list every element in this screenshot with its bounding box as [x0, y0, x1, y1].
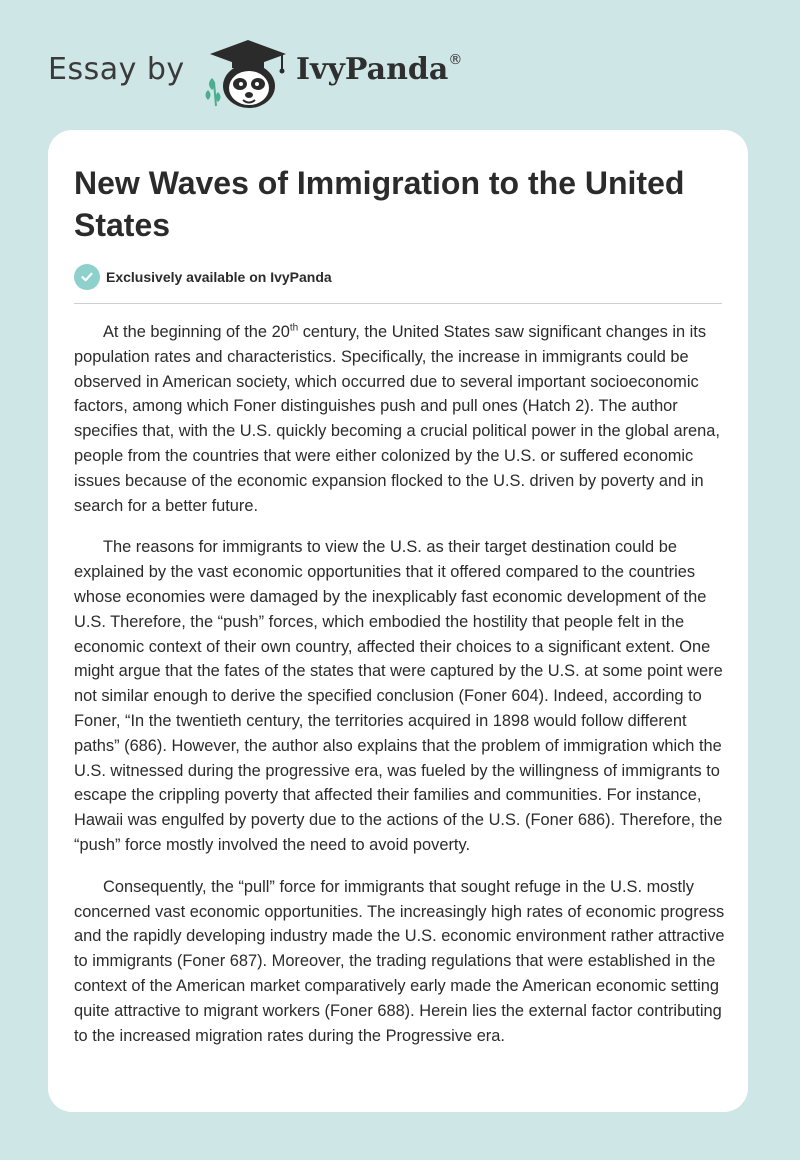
exclusive-badge-text: Exclusively available on IvyPanda — [106, 269, 332, 285]
page-title: New Waves of Immigration to the United States — [74, 165, 685, 243]
paragraph-2: The reasons for immigrants to view the U.S. as their target destination could be explained by the vast economic opportunities that it offered compared to the countries whose economies were damaged by the inexplicably fast economic development of the U.S. Therefore, the “push” forces, which embodied the hostility that people felt in the economic context of their own country, affected their choices to a significant extent. One might argue that the fates of the states that were captured by the U.S. at some point were not similar enough to derive the specified conclusion (Foner 604). Indeed, according to Foner, “In the twentieth century, the territories acquired in 1898 would follow different paths” (686). However, the author also explains that the problem of immigration which the U.S. witnessed during the progressive era, was fueled by the willingness of immigrants to escape the crippling poverty that affected their families and communities. For instance, Hawaii was engulfed by poverty due to the actions of the U.S. (Foner 686). Therefore, the “push” force mostly involved the need to avoid poverty. — [74, 538, 723, 854]
check-circle-icon — [74, 264, 100, 290]
brand-logo-text[interactable] — [296, 52, 462, 87]
divider — [74, 303, 722, 304]
exclusive-badge — [74, 264, 332, 290]
essay-card — [48, 130, 748, 1112]
registered-mark: ® — [448, 52, 463, 68]
brand-name: IvyPanda — [296, 52, 449, 87]
panda-graduate-icon[interactable] — [202, 38, 292, 110]
ordinal-superscript: th — [289, 322, 299, 334]
essay-by-label: Essay by — [48, 52, 185, 87]
paragraph-1-text-start: At the beginning of the 20 — [103, 323, 290, 341]
site-header — [48, 38, 648, 110]
paragraph-1-text-rest: century, the United States saw significant changes in its population rates and characteristics. Specifically, the increase in immigrants could be observed in American society, which occurred due to several important socioeconomic factors, among which Foner distinguishes push and pull ones (Hatch 2). The author specifies that, with the U.S. quickly becoming a crucial political power in the global arena, people from the countries that were either colonized by the U.S. or suffered economic issues because of the economic expansion flocked to the U.S. driven by poverty and in search for a better future. — [74, 323, 720, 515]
paragraph-3: Consequently, the “pull” force for immigrants that sought refuge in the U.S. mostly concerned vast economic opportunities. The increasingly high rates of economic progress and the rapidly developing industry made the U.S. economic environment rather attractive to immigrants (Foner 687). Moreover, the trading regulations that were established in the context of the American market comparatively early made the American economic setting quite attractive to migrant workers (Foner 688). Herein lies the external factor contributing to the increased migration rates during the Progressive era. — [74, 877, 725, 1045]
essay-body — [74, 320, 726, 1065]
paragraph-1 — [74, 320, 726, 518]
